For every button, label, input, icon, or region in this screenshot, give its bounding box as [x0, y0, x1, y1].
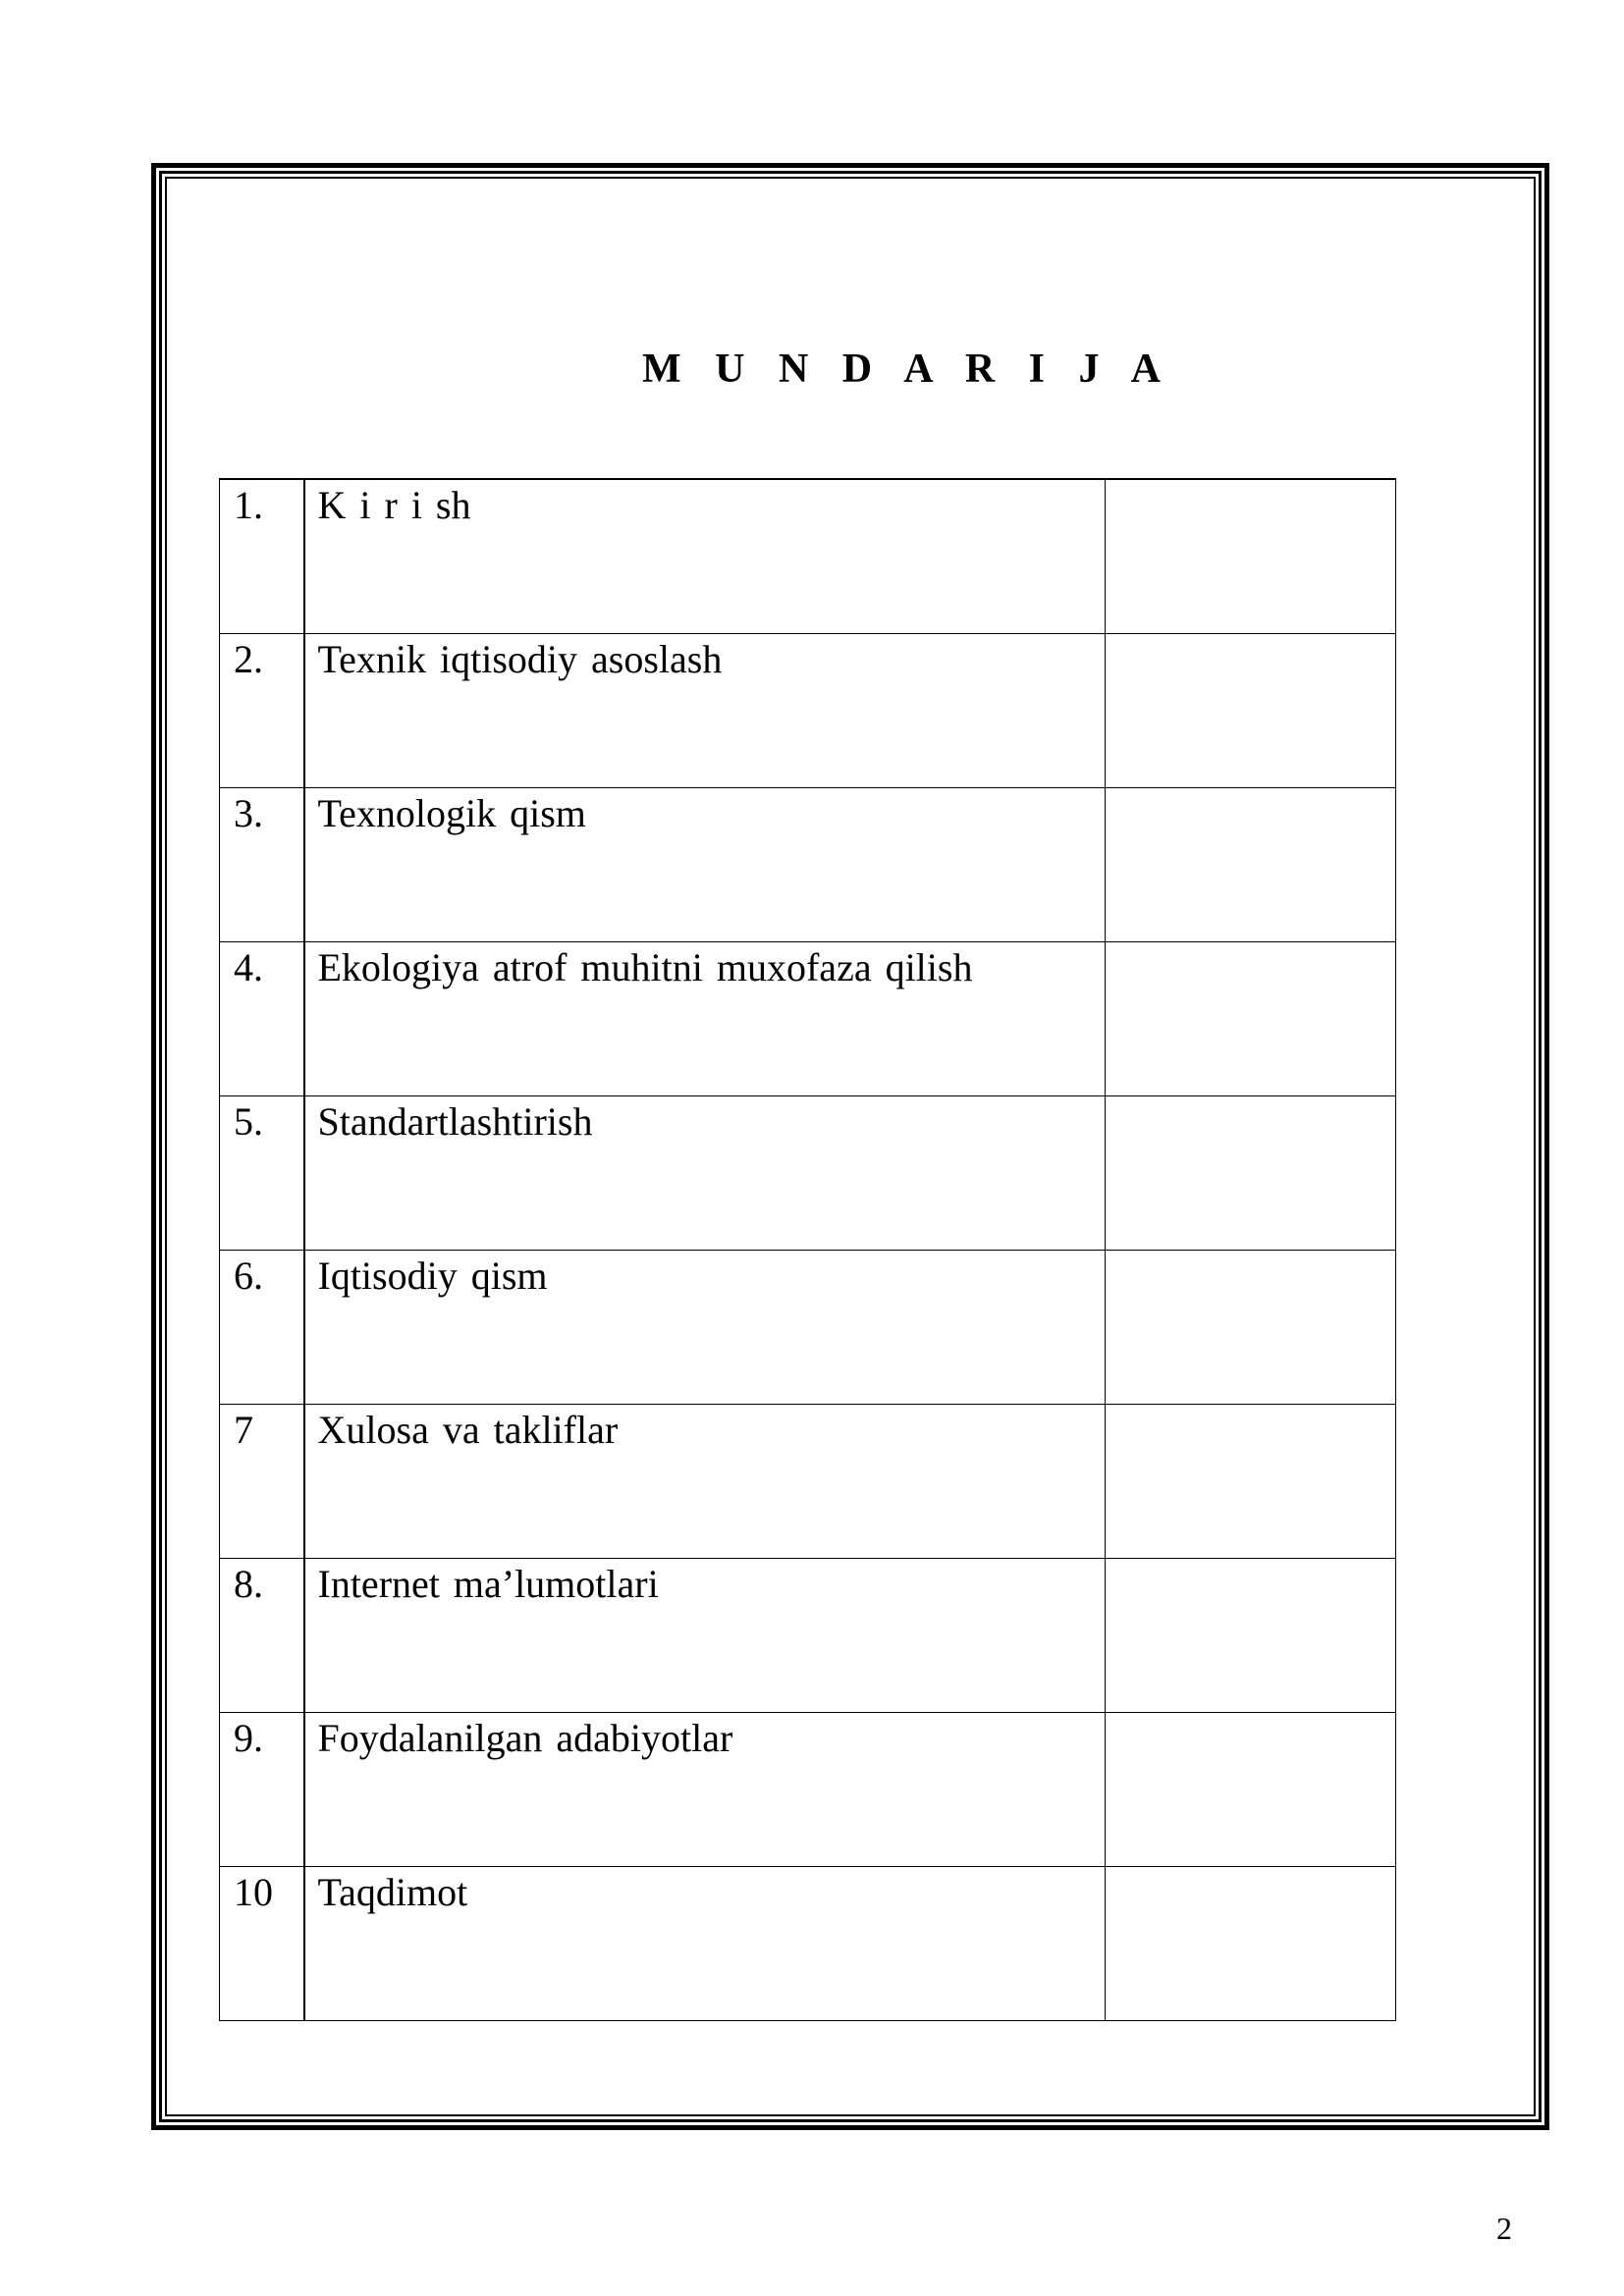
toc-item-title: K i r i sh: [304, 479, 1106, 633]
toc-item-page: [1106, 1558, 1396, 1712]
toc-item-title: Xulosa va takliflar: [304, 1404, 1106, 1558]
table-of-contents: [219, 478, 1396, 2021]
document-title: M U N D A R I J A: [641, 347, 1173, 392]
toc-item-title: Texnologik qism: [304, 787, 1106, 941]
toc-item-page: [1106, 1866, 1396, 2020]
table-row: [220, 1095, 1396, 1250]
table-row: [220, 633, 1396, 787]
toc-item-title: Standartlashtirish: [304, 1095, 1106, 1250]
table-row: [220, 941, 1396, 1095]
table-row: [220, 1404, 1396, 1558]
toc-item-page: [1106, 1712, 1396, 1866]
toc-item-number: 4.: [220, 941, 304, 1095]
toc-item-number: 9.: [220, 1712, 304, 1866]
toc-item-number: 8.: [220, 1558, 304, 1712]
toc-item-page: [1106, 787, 1396, 941]
toc-item-number: 3.: [220, 787, 304, 941]
toc-item-title: Iqtisodiy qism: [304, 1250, 1106, 1404]
toc-item-number: 1.: [220, 479, 304, 633]
toc-item-title: Texnik iqtisodiy asoslash: [304, 633, 1106, 787]
table-row: [220, 479, 1396, 633]
toc-item-page: [1106, 633, 1396, 787]
toc-item-number: 6.: [220, 1250, 304, 1404]
toc-item-page: [1106, 479, 1396, 633]
toc-item-number: 2.: [220, 633, 304, 787]
toc-item-title: Internet ma’lumotlari: [304, 1558, 1106, 1712]
table-row: [220, 1712, 1396, 1866]
toc-item-page: [1106, 1250, 1396, 1404]
toc-item-page: [1106, 1404, 1396, 1558]
table-row: [220, 1866, 1396, 2020]
toc-item-number: 5.: [220, 1095, 304, 1250]
toc-item-page: [1106, 1095, 1396, 1250]
toc-item-title: Foydalanilgan adabiyotlar: [304, 1712, 1106, 1866]
table-row: [220, 1558, 1396, 1712]
toc-item-number: 10: [220, 1866, 304, 2020]
page-number: 2: [1496, 2211, 1512, 2246]
toc-item-title: Ekologiya atrof muhitni muxofaza qilish: [304, 941, 1106, 1095]
table-row: [220, 1250, 1396, 1404]
table-row: [220, 787, 1396, 941]
toc-item-page: [1106, 941, 1396, 1095]
toc-item-number: 7: [220, 1404, 304, 1558]
toc-item-title: Taqdimot: [304, 1866, 1106, 2020]
